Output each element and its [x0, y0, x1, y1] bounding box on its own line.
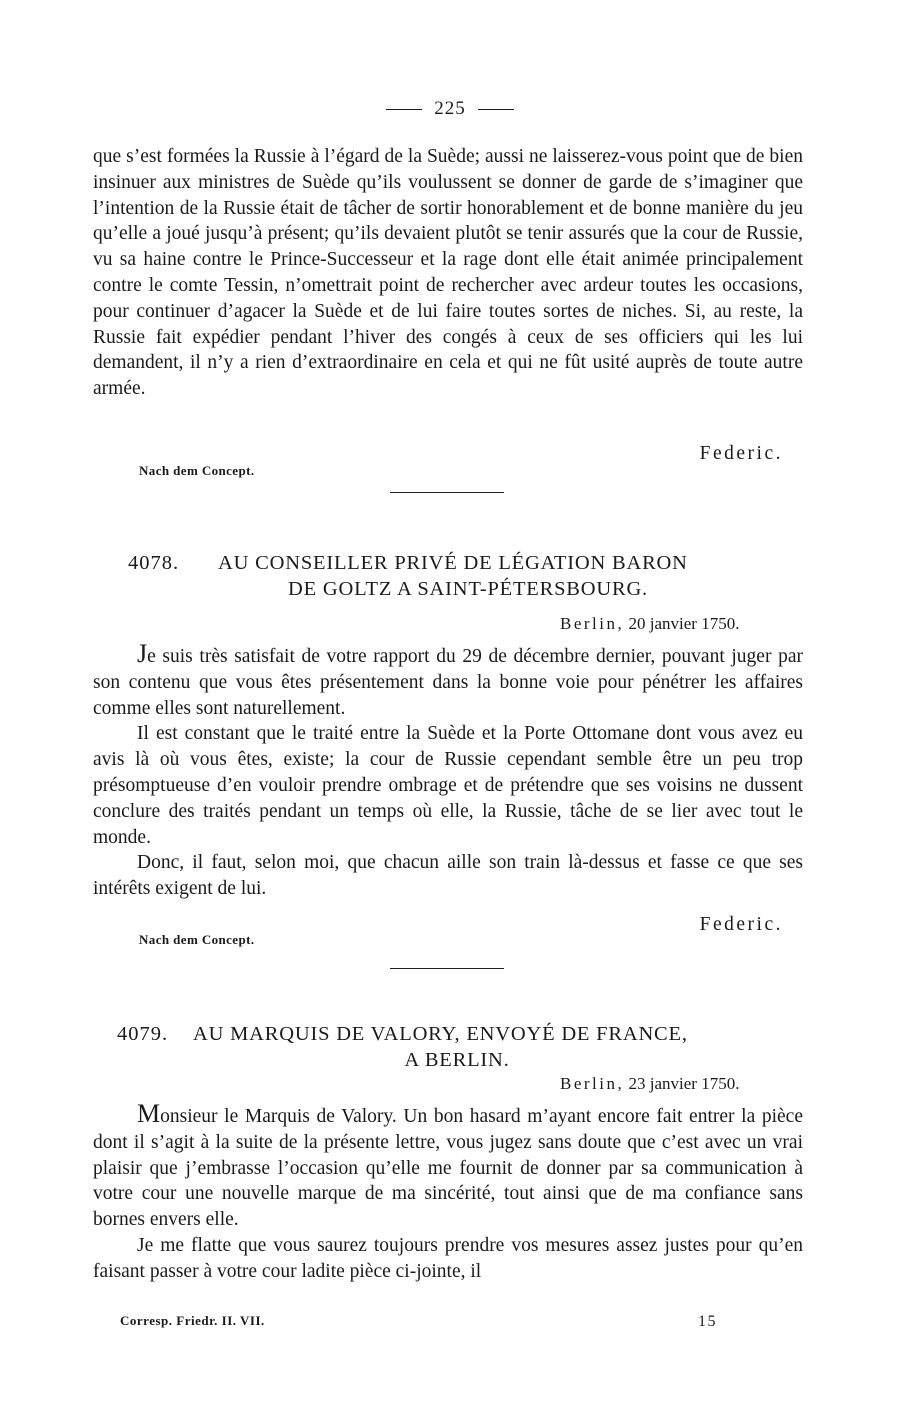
source-note: Nach dem Concept.: [139, 463, 255, 478]
letter-heading-4078: [128, 550, 808, 602]
paragraph-text: onsieur le Marquis de Valory. Un bon hasard m’ayant encore fait entrer la pièce dont il s’agit à la suite de la présente lettre, vous jugez sans doute que c’est avec un vrai plaisir que j’embrasse l’occasion qu’elle me fournit de donner par sa communication à votre cour une nouvelle marque de ma sincérité, tout ainsi que de ma confiance sans bornes envers elle.: [93, 1106, 803, 1231]
place: Berlin,: [560, 614, 625, 633]
letter-number: 4079.: [117, 1023, 169, 1045]
heading-line-1: AU MARQUIS DE VALORY, ENVOYÉ DE FRANCE,: [193, 1023, 688, 1045]
previous-letter-text: que s’est formées la Russie à l’égard de la Suède; aussi ne laisserez-vous point que de bien insinuer aux ministres de Suède qu’ils voulussent se donner de garde de s’imaginer que l’intention de la Russie était de tâcher de sortir honorablement et de bonne manière du jeu qu’elle a joué jusqu’à présent; qu’ils devaient plutôt se tenir assurés que la cour de Russie, vu sa haine contre le Prince-Successeur et la rage dont elle était animée principalement contre le comte Tessin, n’omettrait point de rechercher avec ardeur toutes les occasions, pour continuer d’agacer la Suède et de lui faire toutes sortes de niches. Si, au reste, la Russie fait expédier pendant l’hiver des congés à ceux de ses officiers qui les lui demandent, il n’y a rien d’extraordinaire en cela et qui ne fût usité auprès de toute autre armée.: [93, 146, 803, 400]
page-footer: [120, 1313, 720, 1329]
heading-line-2: A BERLIN.: [404, 1049, 510, 1071]
signature-mark: 15: [698, 1313, 717, 1330]
paragraph: [93, 641, 803, 721]
paragraph-text: e suis très satisfait de votre rapport du 29 de décembre dernier, pouvant juger par son contenu que vous êtes présentement dans la bonne voie pour pénétrer les affaires comme elles sont naturellement.: [93, 646, 803, 719]
dateline: [560, 1074, 739, 1094]
drop-initial: J: [137, 639, 148, 668]
place: Berlin,: [560, 1074, 625, 1093]
running-head: [0, 98, 900, 120]
paragraph: Il est constant que le traité entre la Suède et la Porte Ottomane dont vous avez eu avis là où vous êtes, existe; la cour de Russie cependant semble être un peu trop présomptueuse d’en vouloir prendre ombrage et de prétendre que ses voisins ne dussent conclure des traités pendant un temps où elle, la Russie, tâche de se lier avec tout le monde.: [93, 723, 803, 848]
letter-heading-4079: [117, 1021, 797, 1073]
source-note: Nach dem Concept.: [139, 932, 255, 947]
date: 23 janvier 1750.: [628, 1074, 740, 1093]
left-dash: [386, 109, 422, 110]
letter-body-4079: [93, 1101, 803, 1285]
page-number: 225: [434, 98, 466, 119]
right-dash: [478, 109, 514, 110]
paragraph: Donc, il faut, selon moi, que chacun aille son train là-dessus et fasse ce que ses intérêts exigent de lui.: [93, 852, 803, 900]
heading-line-1: AU CONSEILLER PRIVÉ DE LÉGATION BARON: [218, 552, 688, 574]
paragraph: [93, 1101, 803, 1233]
dateline: [560, 614, 739, 634]
letter-number: 4078.: [128, 552, 180, 574]
section-divider: [390, 492, 504, 493]
date: 20 janvier 1750.: [628, 614, 740, 633]
letter-body-4078: [93, 641, 803, 902]
previous-letter-body: [93, 144, 803, 402]
heading-line-2: DE GOLTZ A SAINT-PÉTERSBOURG.: [288, 578, 648, 600]
section-divider: [390, 968, 504, 969]
signature: Federic.: [699, 914, 783, 935]
paragraph: Je me flatte que vous saurez toujours prendre vos mesures assez justes pour qu’en faisant passer à votre cour ladite pièce ci-jointe, il: [93, 1234, 803, 1282]
footer-work-title: Corresp. Friedr. II. VII.: [120, 1313, 265, 1328]
drop-initial: M: [137, 1099, 161, 1128]
signature: Federic.: [699, 443, 783, 464]
